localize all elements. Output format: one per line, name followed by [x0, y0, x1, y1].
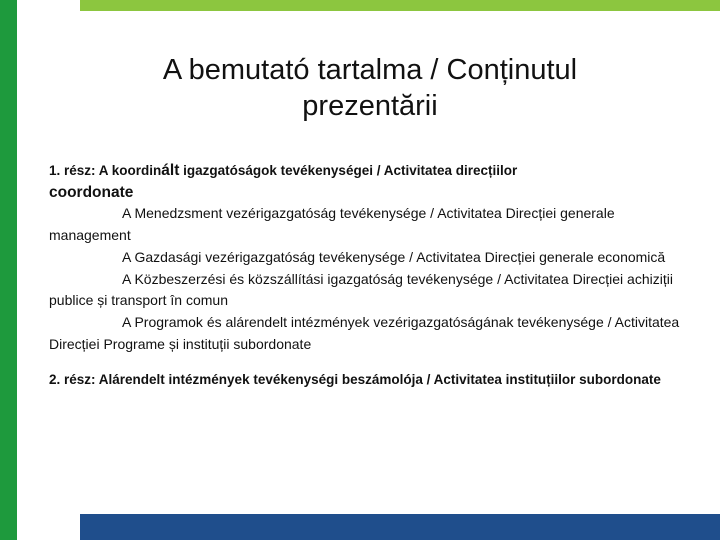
slide-title-line1: A bemutató tartalma / Conținutul — [162, 54, 578, 86]
list-item-text: A Gazdasági vezérigazgatóság tevékenysége / Activitatea Direcției generale economică — [122, 248, 666, 265]
slide-title — [60, 52, 680, 124]
slide-title-line2: prezentării — [302, 90, 438, 122]
part2-heading: 2. rész: Alárendelt intézmények tevékenységi beszámolója / Activitatea instituțiilor subordonate — [49, 372, 661, 388]
list-item — [49, 269, 689, 312]
left-accent-bar — [0, 0, 17, 540]
list-item — [49, 312, 689, 355]
list-item-text: A Menedzsment vezérigazgatóság tevékenysége / Activitatea Direcției generale management — [49, 205, 615, 244]
part1-heading — [49, 160, 689, 203]
list-item-text: A Programok és alárendelt intézmények vezérigazgatóságának tevékenysége / Activitatea Direcției Programe și instituții subordonate — [49, 313, 680, 352]
bottom-accent-bar — [80, 514, 720, 540]
list-item — [49, 247, 689, 269]
top-accent-bar — [80, 0, 720, 11]
part1-prefix: 1. rész: A koordin — [49, 163, 162, 178]
part1-rest: igazgatóságok tevékenységei / Activitatea direcțiilor — [179, 163, 518, 178]
list-item — [49, 203, 689, 246]
part1-mid: ált — [161, 162, 180, 179]
part1-end: coordonate — [49, 183, 134, 201]
slide-content — [49, 160, 689, 391]
list-item-text: A Közbeszerzési és közszállítási igazgatóság tevékenysége / Activitatea Direcției achiziții publice și transport în comun — [49, 270, 673, 309]
